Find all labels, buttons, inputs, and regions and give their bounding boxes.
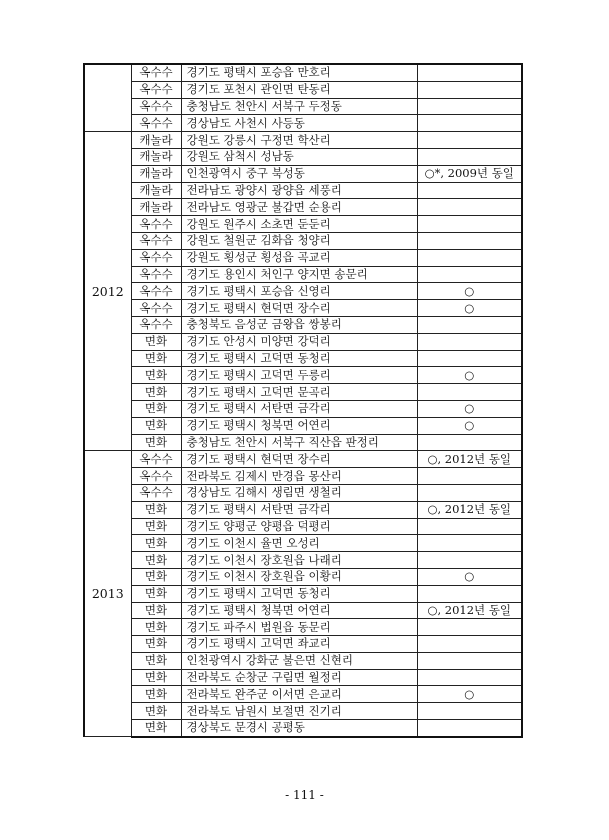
note-cell [417, 333, 522, 350]
location-cell: 강원도 원주시 소초면 둔둔리 [181, 216, 417, 233]
crop-cell: 면화 [131, 417, 181, 434]
crop-cell: 면화 [131, 602, 181, 619]
table-row [84, 652, 522, 669]
location-cell: 경상남도 사천시 사등동 [181, 115, 417, 132]
crop-cell: 옥수수 [131, 249, 181, 266]
table-row [84, 451, 522, 468]
note-cell [417, 669, 522, 686]
table-row [84, 350, 522, 367]
page-number: - 111 - [285, 788, 324, 802]
table-row [84, 669, 522, 686]
table-row [84, 552, 522, 569]
site-table-body [84, 64, 522, 737]
crop-cell: 면화 [131, 384, 181, 401]
crop-cell: 옥수수 [131, 316, 181, 333]
table-row [84, 333, 522, 350]
crop-cell: 옥수수 [131, 232, 181, 249]
note-cell [417, 535, 522, 552]
table-row [84, 165, 522, 182]
crop-cell: 면화 [131, 619, 181, 636]
crop-cell: 면화 [131, 568, 181, 585]
table-row [84, 501, 522, 518]
location-cell: 경기도 양평군 양평읍 덕평리 [181, 518, 417, 535]
crop-cell: 옥수수 [131, 115, 181, 132]
location-cell: 강원도 삼척시 성남동 [181, 148, 417, 165]
crop-cell: 면화 [131, 720, 181, 737]
note-cell: ○ [417, 400, 522, 417]
crop-cell: 옥수수 [131, 484, 181, 501]
note-cell: ○, 2012년 동일 [417, 602, 522, 619]
note-cell: ○ [417, 367, 522, 384]
note-cell [417, 585, 522, 602]
crop-cell: 면화 [131, 552, 181, 569]
table-row [84, 148, 522, 165]
table-row [84, 636, 522, 653]
crop-cell: 옥수수 [131, 98, 181, 115]
location-cell: 전라남도 광양시 광양읍 세풍리 [181, 182, 417, 199]
location-cell: 경기도 평택시 현덕면 장수리 [181, 300, 417, 317]
note-cell [417, 182, 522, 199]
note-cell [417, 81, 522, 98]
table-row [84, 602, 522, 619]
crop-cell: 면화 [131, 518, 181, 535]
note-cell: ○ [417, 686, 522, 703]
note-cell [417, 619, 522, 636]
crop-cell: 면화 [131, 703, 181, 720]
crop-cell: 면화 [131, 585, 181, 602]
year-cell [84, 64, 131, 132]
location-cell: 경기도 용인시 처인구 양지면 송문리 [181, 266, 417, 283]
table-row [84, 518, 522, 535]
table-row [84, 703, 522, 720]
location-cell: 충청남도 천안시 서북구 직산읍 판정리 [181, 434, 417, 451]
table-row [84, 720, 522, 737]
crop-cell: 옥수수 [131, 216, 181, 233]
note-cell: ○ [417, 283, 522, 300]
crop-cell: 면화 [131, 434, 181, 451]
note-cell [417, 434, 522, 451]
year-cell: 2013 [84, 451, 131, 737]
table-row [84, 585, 522, 602]
note-cell [417, 384, 522, 401]
crop-cell: 면화 [131, 367, 181, 384]
location-cell: 경기도 평택시 고덕면 문곡리 [181, 384, 417, 401]
table-row [84, 417, 522, 434]
note-cell [417, 249, 522, 266]
table-row [84, 434, 522, 451]
crop-cell: 면화 [131, 669, 181, 686]
crop-cell: 캐놀라 [131, 199, 181, 216]
location-cell: 경기도 파주시 법원읍 동문리 [181, 619, 417, 636]
table-row [84, 316, 522, 333]
table-row [84, 568, 522, 585]
note-cell [417, 350, 522, 367]
crop-cell: 옥수수 [131, 468, 181, 485]
crop-cell: 면화 [131, 400, 181, 417]
crop-cell: 캐놀라 [131, 165, 181, 182]
table-row [84, 249, 522, 266]
table-row [84, 199, 522, 216]
crop-cell: 면화 [131, 350, 181, 367]
location-cell: 경기도 평택시 청북면 어연리 [181, 602, 417, 619]
location-cell: 전라남도 영광군 불갑면 순용리 [181, 199, 417, 216]
table-row [84, 64, 522, 81]
table-row [84, 384, 522, 401]
crop-cell: 캐놀라 [131, 182, 181, 199]
table-row [84, 686, 522, 703]
note-cell [417, 115, 522, 132]
crop-cell: 캐놀라 [131, 132, 181, 149]
note-cell [417, 199, 522, 216]
location-cell: 경기도 평택시 고덕면 동청리 [181, 350, 417, 367]
year-cell: 2012 [84, 132, 131, 451]
crop-cell: 캐놀라 [131, 148, 181, 165]
note-cell [417, 232, 522, 249]
table-row [84, 484, 522, 501]
crop-cell: 면화 [131, 636, 181, 653]
location-cell: 경기도 평택시 포승읍 신영리 [181, 283, 417, 300]
crop-cell: 옥수수 [131, 64, 181, 81]
location-cell: 경기도 평택시 고덕면 두릉리 [181, 367, 417, 384]
crop-cell: 면화 [131, 686, 181, 703]
note-cell: ○, 2012년 동일 [417, 451, 522, 468]
note-cell [417, 132, 522, 149]
site-table [83, 63, 523, 738]
note-cell [417, 216, 522, 233]
location-cell: 경상남도 김해시 생림면 생철리 [181, 484, 417, 501]
crop-cell: 면화 [131, 652, 181, 669]
table-row [84, 115, 522, 132]
note-cell: ○ [417, 568, 522, 585]
location-cell: 전라북도 김제시 만경읍 몽산리 [181, 468, 417, 485]
location-cell: 경기도 안성시 미양면 강덕리 [181, 333, 417, 350]
table-row [84, 367, 522, 384]
table-row [84, 182, 522, 199]
table-row [84, 81, 522, 98]
table-row [84, 300, 522, 317]
note-cell [417, 652, 522, 669]
note-cell [417, 316, 522, 333]
note-cell [417, 703, 522, 720]
note-cell: ○ [417, 300, 522, 317]
table-row [84, 468, 522, 485]
location-cell: 충청북도 음성군 금왕읍 쌍봉리 [181, 316, 417, 333]
location-cell: 경기도 이천시 장호원읍 이황리 [181, 568, 417, 585]
table-row [84, 98, 522, 115]
location-cell: 인천광역시 강화군 불은면 신현리 [181, 652, 417, 669]
note-cell [417, 484, 522, 501]
location-cell: 전라북도 순창군 구림면 월정리 [181, 669, 417, 686]
crop-cell: 면화 [131, 535, 181, 552]
location-cell: 경기도 평택시 고덕면 좌교리 [181, 636, 417, 653]
table-row [84, 216, 522, 233]
location-cell: 경기도 평택시 서탄면 금각리 [181, 501, 417, 518]
note-cell [417, 98, 522, 115]
location-cell: 인천광역시 중구 북성동 [181, 165, 417, 182]
location-cell: 경기도 평택시 청북면 어연리 [181, 417, 417, 434]
table-row [84, 266, 522, 283]
note-cell [417, 552, 522, 569]
location-cell: 전라북도 완주군 이서면 은교리 [181, 686, 417, 703]
location-cell: 경기도 평택시 서탄면 금각리 [181, 400, 417, 417]
location-cell: 경기도 이천시 율면 오성리 [181, 535, 417, 552]
crop-cell: 면화 [131, 333, 181, 350]
location-cell: 충청남도 천안시 서북구 두정동 [181, 98, 417, 115]
note-cell [417, 468, 522, 485]
note-cell: ○*, 2009년 동일 [417, 165, 522, 182]
note-cell: ○ [417, 417, 522, 434]
crop-cell: 옥수수 [131, 266, 181, 283]
location-cell: 경상북도 문경시 공평동 [181, 720, 417, 737]
note-cell [417, 518, 522, 535]
location-cell: 강원도 철원군 김화읍 청양리 [181, 232, 417, 249]
note-cell: ○, 2012년 동일 [417, 501, 522, 518]
table-row [84, 132, 522, 149]
crop-cell: 옥수수 [131, 81, 181, 98]
note-cell [417, 148, 522, 165]
table-row [84, 232, 522, 249]
location-cell: 강원도 횡성군 횡성읍 곡교리 [181, 249, 417, 266]
table-row [84, 400, 522, 417]
table-row [84, 535, 522, 552]
table-row [84, 619, 522, 636]
location-cell: 경기도 평택시 포승읍 만호리 [181, 64, 417, 81]
location-cell: 경기도 포천시 관인면 탄동리 [181, 81, 417, 98]
note-cell [417, 636, 522, 653]
note-cell [417, 64, 522, 81]
crop-cell: 옥수수 [131, 300, 181, 317]
location-cell: 경기도 이천시 장호원읍 나래리 [181, 552, 417, 569]
location-cell: 강원도 강릉시 구정면 학산리 [181, 132, 417, 149]
crop-cell: 면화 [131, 501, 181, 518]
crop-cell: 옥수수 [131, 451, 181, 468]
note-cell [417, 266, 522, 283]
note-cell [417, 720, 522, 737]
location-cell: 경기도 평택시 고덕면 동청리 [181, 585, 417, 602]
crop-cell: 옥수수 [131, 283, 181, 300]
table-row [84, 283, 522, 300]
location-cell: 전라북도 남원시 보절면 진기리 [181, 703, 417, 720]
location-cell: 경기도 평택시 현덕면 장수리 [181, 451, 417, 468]
